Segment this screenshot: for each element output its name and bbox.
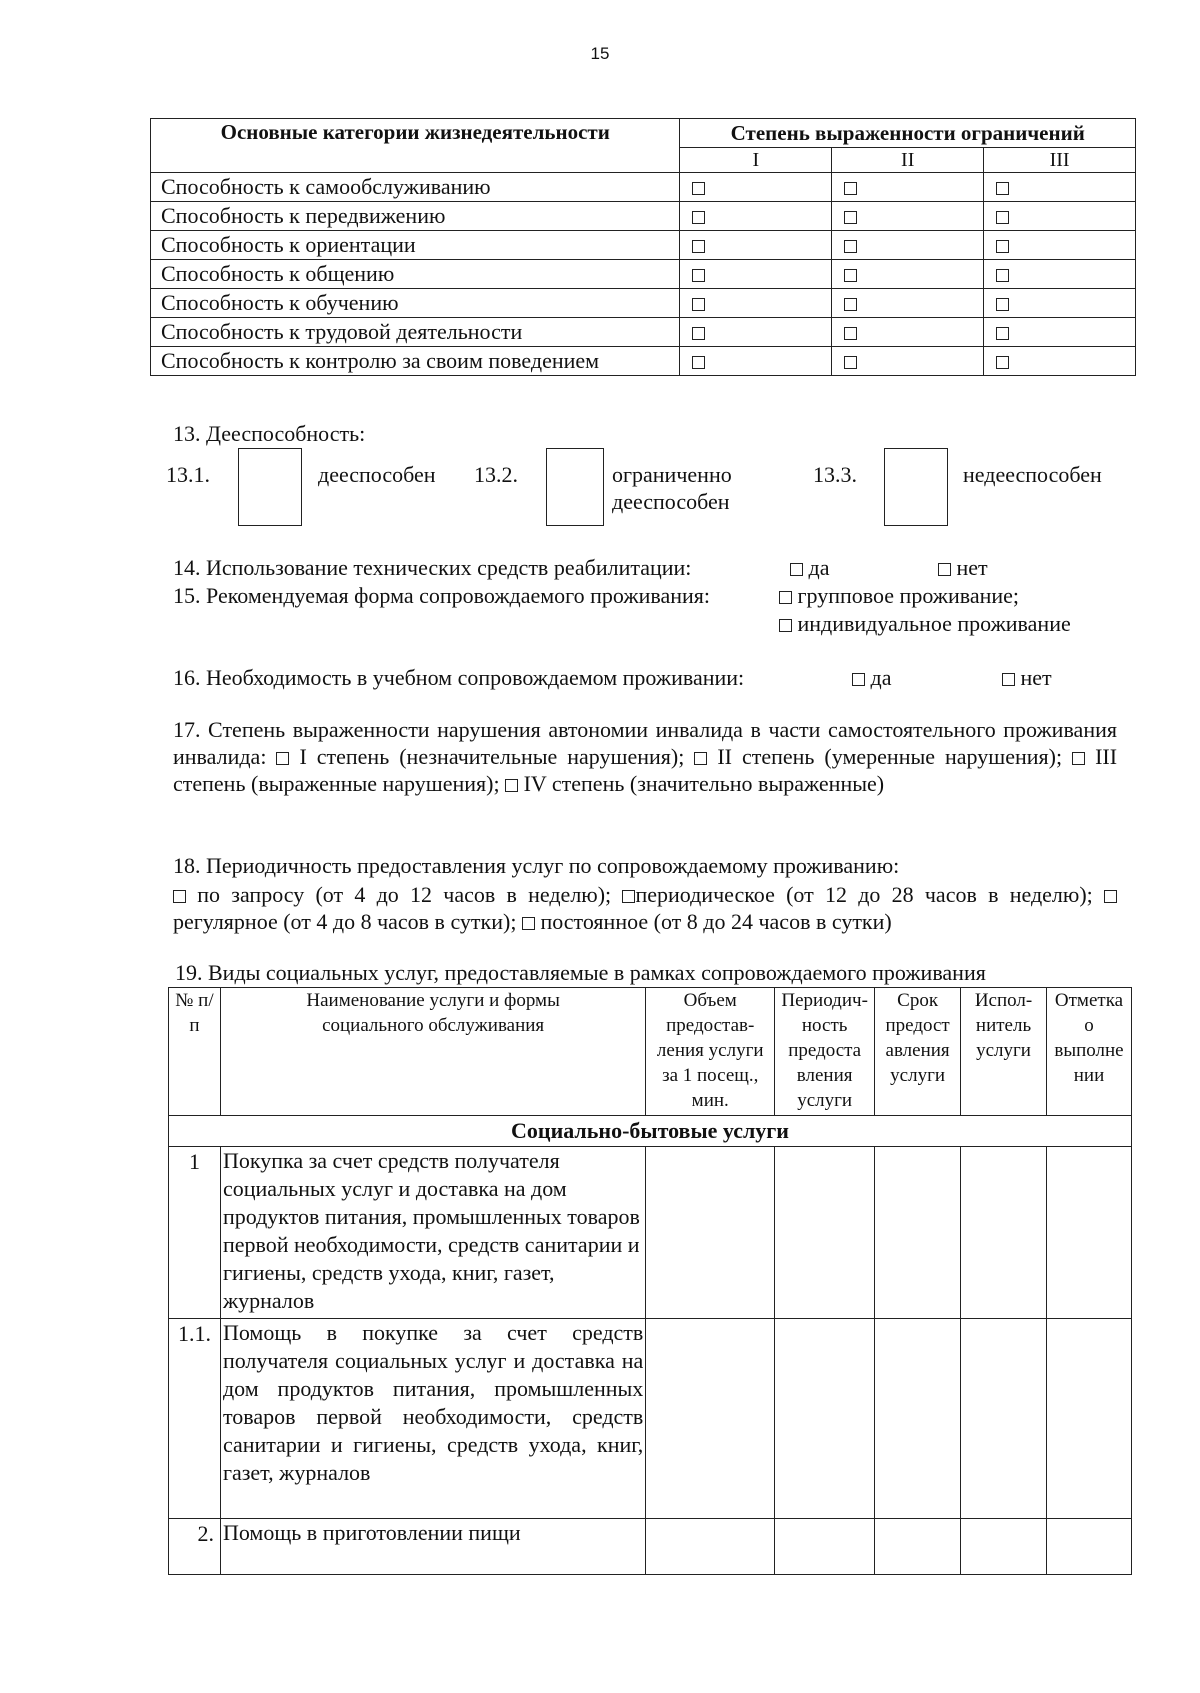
table-row <box>169 1319 1132 1519</box>
volume-cell[interactable] <box>646 1519 775 1575</box>
header-mark: Отметка о выполне нии <box>1046 988 1131 1116</box>
social-services-table <box>168 987 1132 1575</box>
service-name: Покупка за счет средств получателя социальных услуг и доставка на дом продуктов питания, промышленных товаров первой необходимости, средств санитарии и гигиены, средств ухода, книг, газет, журналов <box>220 1147 645 1319</box>
header-service-name: Наименование услуги и формы социального обслуживания <box>220 988 645 1116</box>
s18-option3-label: регулярное (от 4 до 8 часов в сутки); <box>173 909 517 934</box>
s16-yes-label: да <box>870 665 892 690</box>
header-volume: Объем предостав-ления услуги за 1 посещ., мин. <box>646 988 775 1116</box>
service-name: Помощь в приготовлении пищи <box>220 1519 645 1575</box>
s15-option2-label: индивидуальное проживание <box>797 611 1071 636</box>
s17-option3-label: III степень (выраженные нарушения); <box>173 744 1118 796</box>
checkbox[interactable] <box>505 779 518 792</box>
s18-title: 18. Периодичность предоставления услуг по сопровождаемому проживанию: <box>173 853 900 878</box>
checkbox[interactable] <box>996 211 1009 224</box>
checkbox[interactable] <box>844 240 857 253</box>
s13-option2-label-line2: дееспособен <box>612 489 730 514</box>
term-cell[interactable] <box>875 1519 961 1575</box>
s17-option4-label: IV степень (значительно выраженные) <box>523 771 885 796</box>
header-term: Срок предост авления услуги <box>875 988 961 1116</box>
checkbox[interactable] <box>276 752 289 765</box>
s13-option3-label: недееспособен <box>963 462 1102 487</box>
s14-yes-label: да <box>808 555 830 580</box>
checkbox[interactable] <box>844 327 857 340</box>
checkbox[interactable] <box>996 269 1009 282</box>
term-cell[interactable] <box>875 1319 961 1519</box>
page-number: 15 <box>590 44 610 63</box>
checkbox[interactable] <box>692 240 705 253</box>
s16-no-option <box>1002 665 1052 691</box>
s14-yes-option <box>790 555 829 581</box>
header-degree: Степень выраженности ограничений <box>680 119 1136 148</box>
volume-cell[interactable] <box>646 1147 775 1319</box>
checkbox[interactable] <box>996 327 1009 340</box>
degree-1: I <box>680 148 832 173</box>
checkbox[interactable] <box>844 298 857 311</box>
checkbox[interactable] <box>844 356 857 369</box>
checkbox[interactable] <box>692 211 705 224</box>
section-heading: Социально-бытовые услуги <box>169 1116 1132 1147</box>
s13-title: 13. Дееспособность: <box>173 421 366 446</box>
checkbox[interactable] <box>852 673 865 686</box>
checkbox[interactable] <box>844 211 857 224</box>
s13-option2-box[interactable] <box>546 448 604 526</box>
category-label: Способность к передвижению <box>151 202 680 231</box>
checkbox[interactable] <box>694 752 707 765</box>
s14-no-label: нет <box>956 555 988 580</box>
checkbox[interactable] <box>790 563 803 576</box>
checkbox[interactable] <box>173 890 186 903</box>
checkbox[interactable] <box>522 917 535 930</box>
row-number: 2. <box>169 1519 221 1575</box>
checkbox[interactable] <box>938 563 951 576</box>
table-row <box>151 231 1136 260</box>
term-cell[interactable] <box>875 1147 961 1319</box>
s14-no-option <box>938 555 988 581</box>
s13-option1-label: дееспособен <box>318 462 436 487</box>
checkbox[interactable] <box>996 298 1009 311</box>
header-executor: Испол-нитель услуги <box>961 988 1047 1116</box>
checkbox[interactable] <box>692 327 705 340</box>
s14-text: 14. Использование технических средств реабилитации: <box>173 555 692 580</box>
s18-option2-label: периодическое (от 12 до 28 часов в неделю); <box>635 882 1093 907</box>
s18-option4-label: постоянное (от 8 до 24 часов в сутки) <box>540 909 892 934</box>
volume-cell[interactable] <box>646 1319 775 1519</box>
row-number: 1 <box>169 1147 221 1319</box>
table-row <box>151 202 1136 231</box>
header-number: № п/п <box>169 988 221 1116</box>
checkbox[interactable] <box>622 890 635 903</box>
s15-option2 <box>779 611 1071 637</box>
checkbox[interactable] <box>779 619 792 632</box>
degree-2: II <box>832 148 984 173</box>
header-periodicity: Периодич-ность предоста вления услуги <box>775 988 875 1116</box>
checkbox[interactable] <box>1072 752 1085 765</box>
mark-cell[interactable] <box>1046 1147 1131 1319</box>
executor-cell[interactable] <box>961 1147 1047 1319</box>
periodicity-cell[interactable] <box>775 1319 875 1519</box>
s17-option2-label: II степень (умеренные нарушения); <box>717 744 1063 769</box>
category-label: Способность к обучению <box>151 289 680 318</box>
activity-limitations-table <box>150 118 1136 376</box>
checkbox[interactable] <box>692 269 705 282</box>
s18-option1-label: по запросу (от 4 до 12 часов в неделю); <box>197 882 612 907</box>
s17-paragraph <box>173 716 1117 797</box>
category-label: Способность к общению <box>151 260 680 289</box>
table-row <box>151 318 1136 347</box>
s15-text: 15. Рекомендуемая форма сопровождаемого проживания: <box>173 583 710 608</box>
periodicity-cell[interactable] <box>775 1519 875 1575</box>
s13-option3-box[interactable] <box>884 448 948 526</box>
table-row <box>151 289 1136 318</box>
s17-option1-label: I степень (незначительные нарушения); <box>299 744 685 769</box>
s18-paragraph <box>173 881 1117 935</box>
s19-title: 19. Виды социальных услуг, предоставляемые в рамках сопровождаемого проживания <box>175 960 986 985</box>
checkbox[interactable] <box>996 240 1009 253</box>
executor-cell[interactable] <box>961 1319 1047 1519</box>
checkbox[interactable] <box>692 298 705 311</box>
s16-text: 16. Необходимость в учебном сопровождаемом проживании: <box>173 665 745 690</box>
s17-text: 17. Степень выраженности нарушения автономии инвалида в части самостоятельного проживания инвалида: <box>173 717 1117 769</box>
category-label: Способность к трудовой деятельности <box>151 318 680 347</box>
s13-option1-box[interactable] <box>238 448 302 526</box>
mark-cell[interactable] <box>1046 1519 1131 1575</box>
s13-option3-number: 13.3. <box>813 462 857 487</box>
category-label: Способность к самообслуживанию <box>151 173 680 202</box>
s15-option1-label: групповое проживание; <box>797 583 1020 608</box>
s16-yes-option <box>852 665 891 691</box>
checkbox[interactable] <box>844 269 857 282</box>
s13-option1-number: 13.1. <box>166 462 210 487</box>
category-label: Способность к контролю за своим поведением <box>151 347 680 376</box>
header-categories: Основные категории жизнедеятельности <box>151 119 680 173</box>
checkbox[interactable] <box>692 182 705 195</box>
periodicity-cell[interactable] <box>775 1147 875 1319</box>
table-row <box>169 1147 1132 1319</box>
service-name: Помощь в покупке за счет средств получателя социальных услуг и доставка на дом продуктов питания, промышленных товаров первой необходимости, средств санитарии и гигиены, средств ухода, книг, газет, журналов <box>220 1319 645 1519</box>
checkbox[interactable] <box>996 356 1009 369</box>
row-number: 1.1. <box>169 1319 221 1519</box>
s15-option1 <box>779 583 1019 609</box>
degree-3: III <box>984 148 1136 173</box>
s13-option2-number: 13.2. <box>474 462 518 487</box>
s16-no-label: нет <box>1020 665 1052 690</box>
checkbox[interactable] <box>692 356 705 369</box>
checkbox[interactable] <box>844 182 857 195</box>
checkbox[interactable] <box>779 591 792 604</box>
checkbox[interactable] <box>996 182 1009 195</box>
table-row <box>151 347 1136 376</box>
table-row <box>151 173 1136 202</box>
checkbox[interactable] <box>1104 890 1117 903</box>
table-row <box>151 260 1136 289</box>
executor-cell[interactable] <box>961 1519 1047 1575</box>
checkbox[interactable] <box>1002 673 1015 686</box>
table-row <box>169 1519 1132 1575</box>
mark-cell[interactable] <box>1046 1319 1131 1519</box>
s13-option2-label-line1: ограниченно <box>612 462 732 487</box>
category-label: Способность к ориентации <box>151 231 680 260</box>
